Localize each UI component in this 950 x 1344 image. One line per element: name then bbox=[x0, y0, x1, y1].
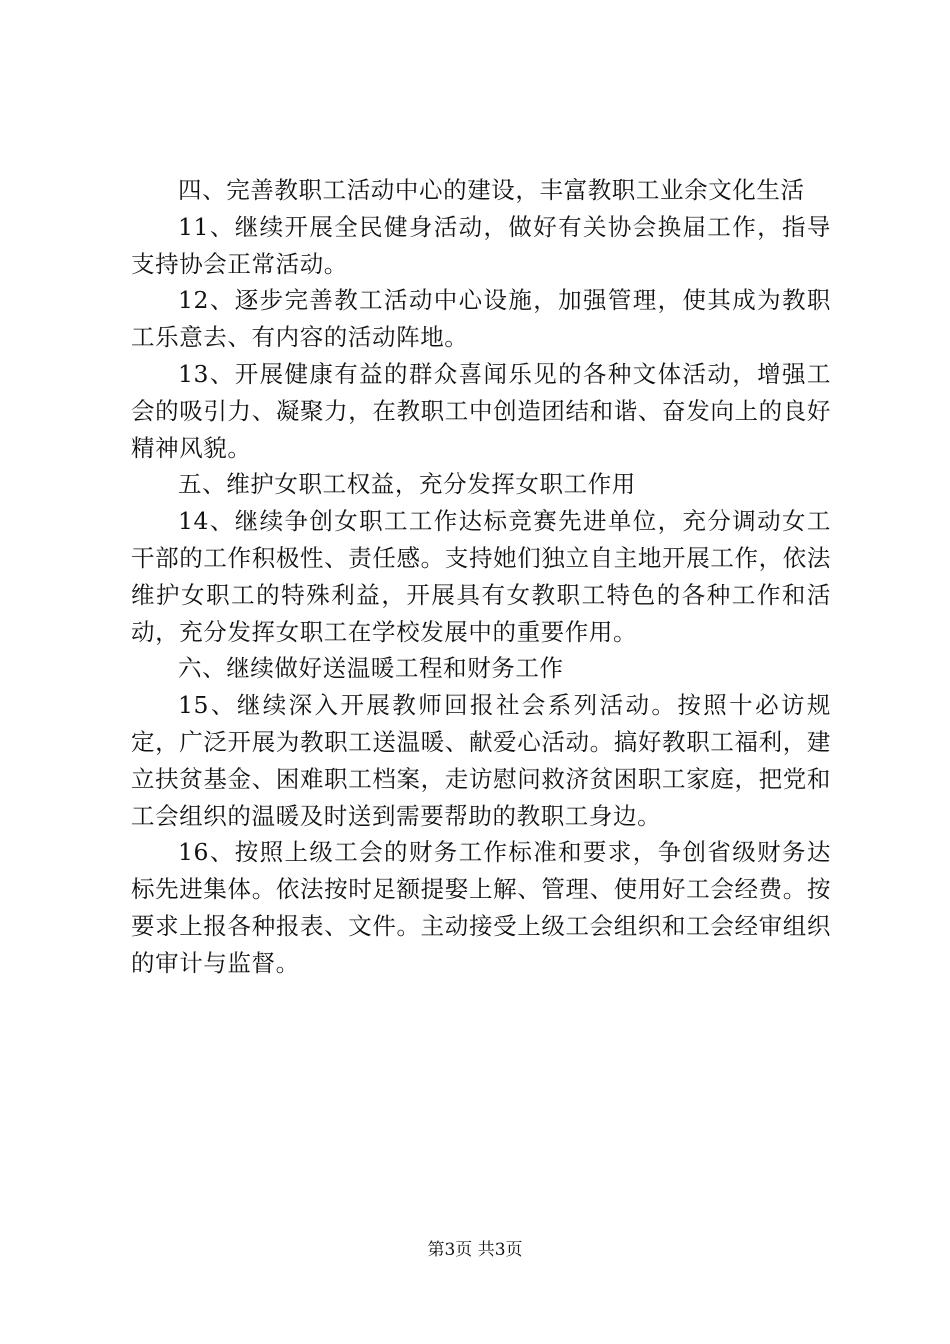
paragraph-item-12: 12、逐步完善教工活动中心设施，加强管理，使其成为教职工乐意去、有内容的活动阵地。 bbox=[131, 286, 831, 352]
document-body bbox=[131, 172, 831, 982]
section-heading-5: 五、维护女职工权益，充分发挥女职工作用 bbox=[178, 470, 636, 499]
paragraph-item-13: 13、开展健康有益的群众喜闻乐见的各种文体活动，增强工会的吸引力、凝聚力，在教职工中创造团结和谐、奋发向上的良好精神风貌。 bbox=[131, 359, 831, 462]
paragraph-item-11: 11、继续开展全民健身活动，做好有关协会换届工作，指导支持协会正常活动。 bbox=[131, 212, 831, 278]
section-heading-6: 六、继续做好送温暖工程和财务工作 bbox=[178, 654, 564, 683]
paragraph-item-15: 15、继续深入开展教师回报社会系列活动。按照十必访规定，广泛开展为教职工送温暖、献爱心活动。搞好教职工福利，建立扶贫基金、困难职工档案，走访慰问救济贫困职工家庭，把党和工会组织的温暖及时送到需要帮助的教职工身边。 bbox=[131, 691, 831, 830]
paragraph-item-14: 14、继续争创女职工工作达标竞赛先进单位，充分调动女工干部的工作积极性、责任感。支持她们独立自主地开展工作，依法维护女职工的特殊利益，开展具有女教职工特色的各种工作和活动，充分发挥女职工在学校发展中的重要作用。 bbox=[131, 507, 831, 646]
paragraph-item-16: 16、按照上级工会的财务工作标准和要求，争创省级财务达标先进集体。依法按时足额提娶上解、管理、使用好工会经费。按要求上报各种报表、文件。主动接受上级工会组织和工会经审组织的审计与监督。 bbox=[131, 838, 831, 977]
section-heading-4: 四、完善教职工活动中心的建设，丰富教职工业余文化生活 bbox=[178, 176, 805, 204]
page-number-footer: 第3页 共3页 bbox=[427, 1240, 523, 1260]
